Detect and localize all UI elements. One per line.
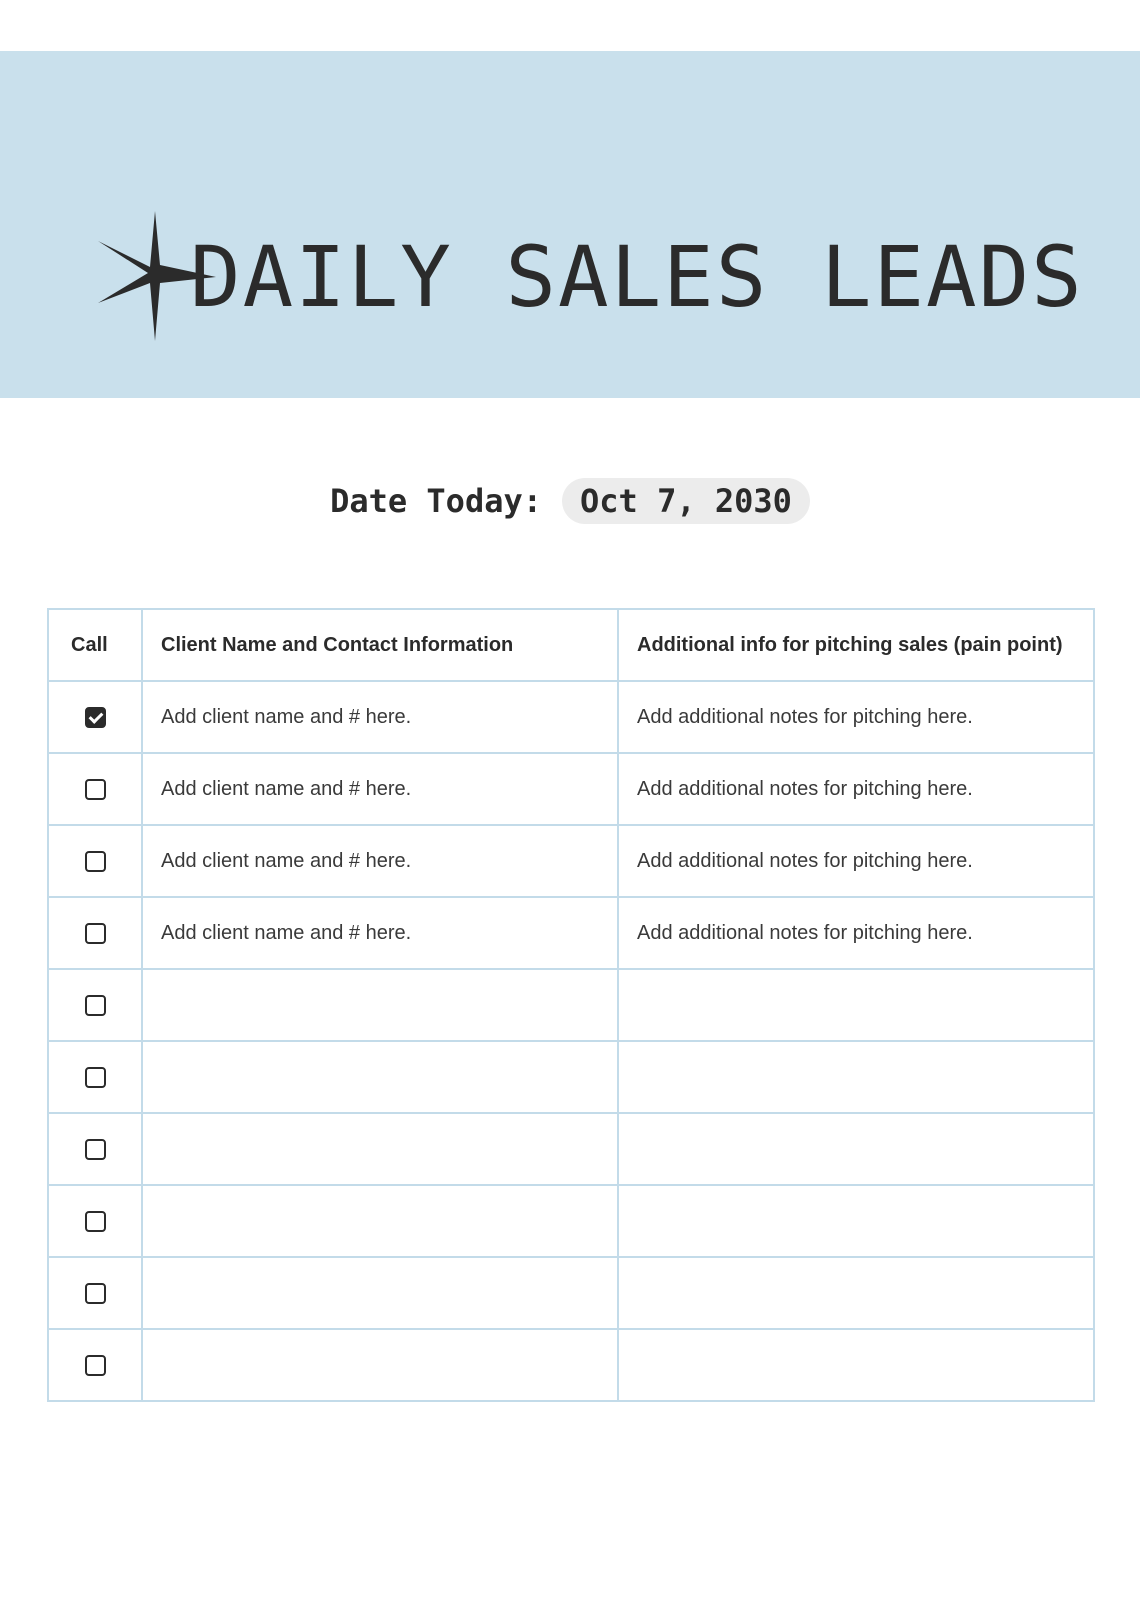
call-checkbox-checked[interactable] [85, 707, 106, 728]
client-cell[interactable] [142, 969, 618, 1041]
column-header-call: Call [48, 609, 142, 681]
table-row [48, 1257, 1094, 1329]
call-checkbox[interactable] [85, 1283, 106, 1304]
call-checkbox[interactable] [85, 779, 106, 800]
column-header-client: Client Name and Contact Information [142, 609, 618, 681]
table-header-row [48, 609, 1094, 681]
client-cell[interactable] [142, 1113, 618, 1185]
call-checkbox[interactable] [85, 923, 106, 944]
call-cell [48, 1041, 142, 1113]
call-cell [48, 969, 142, 1041]
table-row [48, 1329, 1094, 1401]
notes-cell[interactable]: Add additional notes for pitching here. [618, 681, 1094, 753]
client-cell[interactable] [142, 1185, 618, 1257]
table-row [48, 753, 1094, 825]
call-cell [48, 1185, 142, 1257]
client-cell[interactable]: Add client name and # here. [142, 825, 618, 897]
notes-cell[interactable] [618, 969, 1094, 1041]
notes-cell[interactable]: Add additional notes for pitching here. [618, 753, 1094, 825]
call-checkbox[interactable] [85, 851, 106, 872]
call-checkbox[interactable] [85, 1355, 106, 1376]
leads-table [47, 608, 1095, 1402]
client-cell[interactable]: Add client name and # here. [142, 753, 618, 825]
date-value[interactable]: Oct 7, 2030 [562, 478, 810, 524]
table-row [48, 1185, 1094, 1257]
table-row [48, 969, 1094, 1041]
client-cell[interactable] [142, 1257, 618, 1329]
client-cell[interactable]: Add client name and # here. [142, 681, 618, 753]
date-row [0, 478, 1140, 524]
client-cell[interactable]: Add client name and # here. [142, 897, 618, 969]
call-checkbox[interactable] [85, 995, 106, 1016]
table-row [48, 681, 1094, 753]
notes-cell[interactable] [618, 1257, 1094, 1329]
client-cell[interactable] [142, 1041, 618, 1113]
notes-cell[interactable]: Add additional notes for pitching here. [618, 897, 1094, 969]
page-title: DAILY SALES LEADS [190, 228, 1084, 326]
date-label: Date Today: [330, 482, 542, 520]
call-cell [48, 1257, 142, 1329]
header-banner [0, 51, 1140, 398]
call-cell [48, 681, 142, 753]
notes-cell[interactable] [618, 1113, 1094, 1185]
call-cell [48, 825, 142, 897]
call-cell [48, 1113, 142, 1185]
table-row [48, 825, 1094, 897]
table-row [48, 1041, 1094, 1113]
notes-cell[interactable] [618, 1041, 1094, 1113]
client-cell[interactable] [142, 1329, 618, 1401]
call-cell [48, 897, 142, 969]
call-cell [48, 1329, 142, 1401]
call-checkbox[interactable] [85, 1139, 106, 1160]
call-checkbox[interactable] [85, 1211, 106, 1232]
table-row [48, 1113, 1094, 1185]
notes-cell[interactable] [618, 1185, 1094, 1257]
table-row [48, 897, 1094, 969]
notes-cell[interactable] [618, 1329, 1094, 1401]
column-header-notes: Additional info for pitching sales (pain point) [618, 609, 1094, 681]
call-cell [48, 753, 142, 825]
notes-cell[interactable]: Add additional notes for pitching here. [618, 825, 1094, 897]
call-checkbox[interactable] [85, 1067, 106, 1088]
